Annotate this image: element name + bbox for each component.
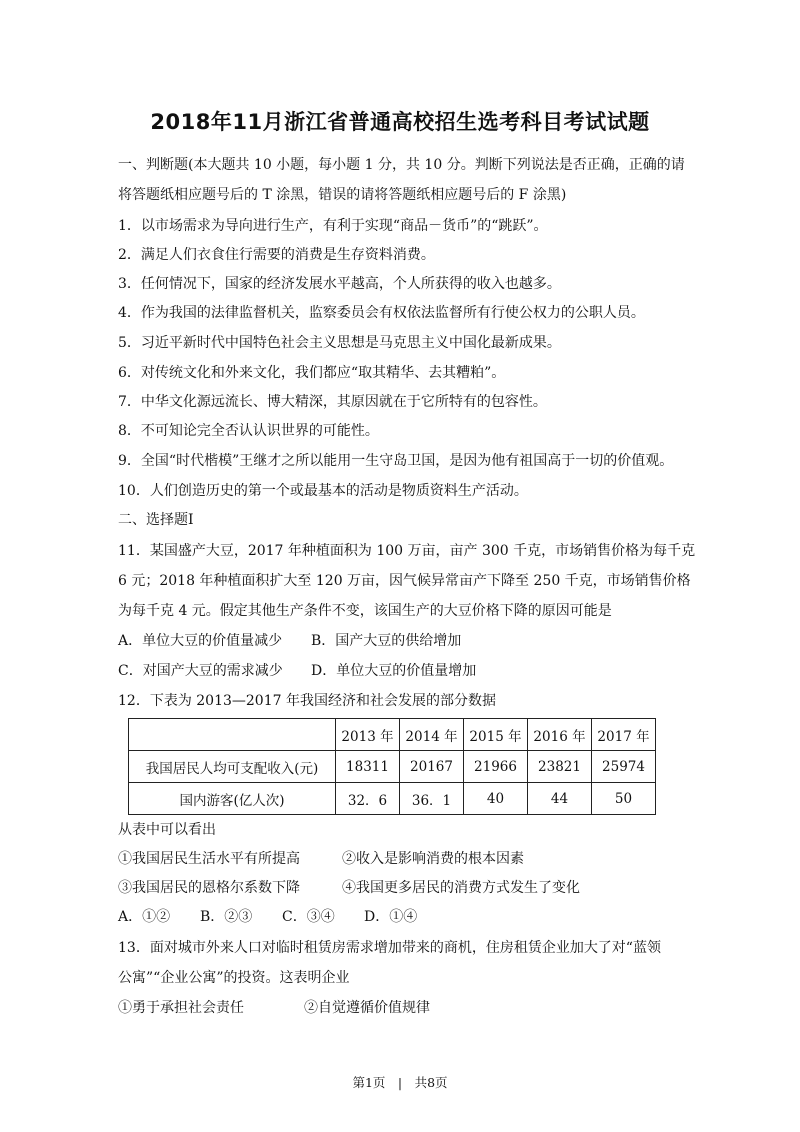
page-footer: 第1页 | 共8页 [352,1075,448,1090]
q12-option-a: A．①② [118,909,171,925]
table-year-cell: 2016 年 [528,719,592,751]
judgement-item-7: 7．中华文化源远流长、博大精深，其原因就在于它所特有的包容性。 [118,394,547,410]
q12-data-table [128,718,656,815]
section1-heading-line2: 将答题纸相应题号后的 T 涂黑，错误的请将答题纸相应题号后的 F 涂黑) [118,187,567,203]
q12-statements-row2 [118,879,580,897]
q13-line2: 公寓”“企业公寓”的投资。这表明企业 [118,970,350,986]
q11-option-c: C．对国产大豆的需求减少 [118,663,283,679]
q13-statement-1: ①勇于承担社会责任 [118,1000,244,1016]
q11-line2: 6 元；2018 年种植面积扩大至 120 万亩，因气候异常亩产下降至 250 千克，市场销售价格 [118,573,691,589]
q11-option-d: D．单位大豆的价值量增加 [311,663,477,679]
table-cell: 44 [528,783,592,815]
q11-options-row1 [118,632,461,650]
table-cell: 50 [592,783,656,815]
table-row-income [129,751,656,783]
table-cell: 23821 [528,751,592,783]
table-row-tourists [129,783,656,815]
q12-statement-2: ②收入是影响消费的根本因素 [342,851,524,867]
q12-statement-1: ①我国居民生活水平有所提高 [118,851,300,867]
q11-line1: 11．某国盛产大豆，2017 年种植面积为 100 万亩，亩产 300 千克，市场销售价格为每千克 [118,543,696,559]
judgement-item-3: 3．任何情况下，国家的经济发展水平越高，个人所获得的收入也越多。 [118,276,561,292]
judgement-item-1: 1．以市场需求为导向进行生产，有利于实现“商品－货币”的“跳跃”。 [118,218,548,234]
table-year-cell: 2015 年 [464,719,528,751]
section1-heading-line1: 一、判断题(本大题共 10 小题，每小题 1 分，共 10 分。判断下列说法是否正确，正确的请 [118,157,685,173]
q13-statements-row [118,999,430,1017]
table-year-cell: 2017 年 [592,719,656,751]
q13-line1: 13．面对城市外来人口对临时租赁房需求增加带来的商机，住房租赁企业加大了对“蓝领 [118,940,661,956]
q11-line3: 为每千克 4 元。假定其他生产条件不变，该国生产的大豆价格下降的原因可能是 [118,603,612,619]
table-cell: 18311 [336,751,400,783]
judgement-item-8: 8．不可知论完全否认认识世界的可能性。 [118,423,379,439]
table-year-cell: 2013 年 [336,719,400,751]
table-cell: 20167 [400,751,464,783]
judgement-item-4: 4．作为我国的法律监督机关，监察委员会有权依法监督所有行使公权力的公职人员。 [118,305,645,321]
q12-options-row [118,908,417,926]
q12-stem: 12．下表为 2013—2017 年我国经济和社会发展的部分数据 [118,693,496,709]
q12-option-c: C．③④ [282,909,335,925]
judgement-item-10: 10．人们创造历史的第一个或最基本的活动是物质资料生产活动。 [118,483,528,499]
table-corner-cell [129,719,336,751]
table-cell: 25974 [592,751,656,783]
judgement-item-5: 5．习近平新时代中国特色社会主义思想是马克思主义中国化最新成果。 [118,335,561,351]
table-cell: 40 [464,783,528,815]
q12-after-table: 从表中可以看出 [118,822,216,838]
document-title: 2018年11月浙江省普通高校招生选考科目考试试题 [150,110,650,134]
table-row-label: 国内游客(亿人次) [129,783,336,815]
q11-options-row2 [118,662,476,680]
table-cell: 21966 [464,751,528,783]
q13-statement-2: ②自觉遵循价值规律 [304,1000,430,1016]
judgement-item-2: 2．满足人们衣食住行需要的消费是生存资料消费。 [118,247,435,263]
table-year-cell: 2014 年 [400,719,464,751]
section2-heading: 二、选择题Ⅰ [118,512,194,528]
q12-statement-3: ③我国居民的恩格尔系数下降 [118,880,300,896]
table-cell: 32．6 [336,783,400,815]
judgement-item-9: 9．全国“时代楷模”王继才之所以能用一生守岛卫国，是因为他有祖国高于一切的价值观。 [118,453,674,469]
judgement-item-6: 6．对传统文化和外来文化，我们都应“取其精华、去其糟粕”。 [118,365,506,381]
table-row-label: 我国居民人均可支配收入(元) [129,751,336,783]
q12-statement-4: ④我国更多居民的消费方式发生了变化 [342,880,580,896]
q11-option-b: B．国产大豆的供给增加 [311,633,462,649]
table-cell: 36．1 [400,783,464,815]
q12-statements-row1 [118,850,524,868]
q12-option-d: D．①④ [364,909,418,925]
table-header-row [129,719,656,751]
q11-option-a: A．单位大豆的价值量减少 [118,633,283,649]
q12-option-b: B．②③ [200,909,253,925]
